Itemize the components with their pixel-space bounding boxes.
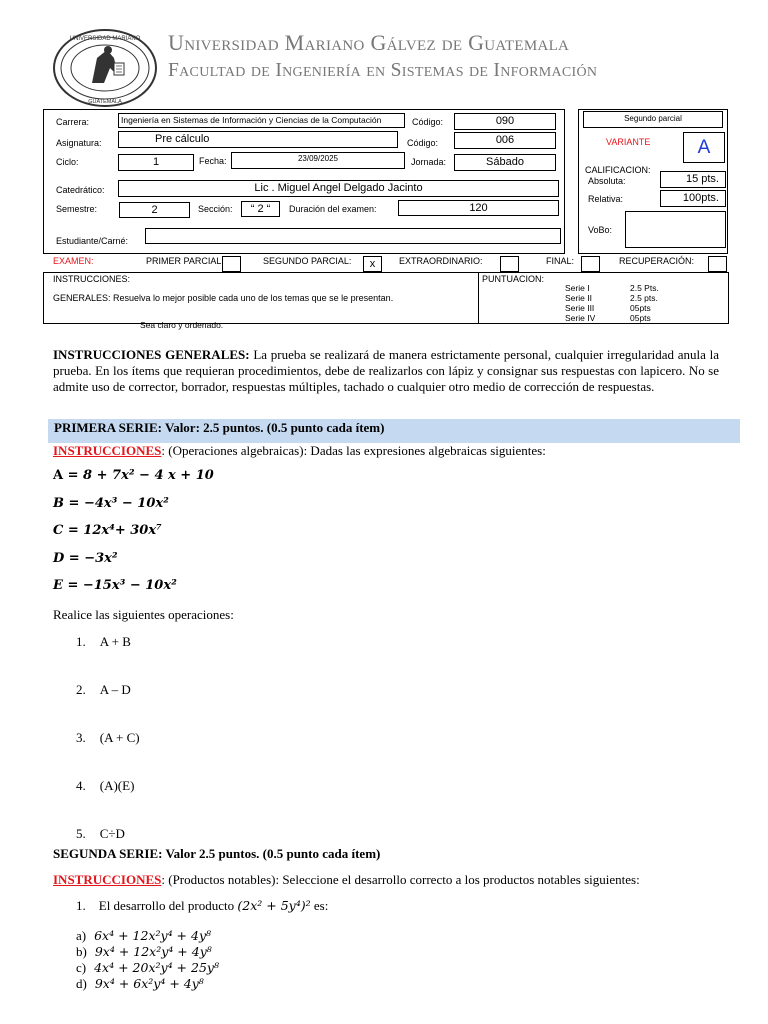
operation-text: (A)(E) <box>99 778 135 793</box>
serie1-instr-label: INSTRUCCIONES <box>53 443 162 458</box>
instructions-sea-claro: Sea claro y ordenado. <box>140 320 224 330</box>
recuperacion-checkbox[interactable] <box>708 256 727 272</box>
relativa-label: Relativa: <box>588 194 624 204</box>
serie2-question-1 <box>76 898 328 914</box>
catedratico-field[interactable]: Lic . Miguel Angel Delgado Jacinto <box>118 180 559 197</box>
university-name: Universidad Mariano Gálvez de Guatemala <box>168 30 570 55</box>
serie1-instr-text: : (Operaciones algebraicas): Dadas las expresiones algebraicas siguientes: <box>161 443 546 458</box>
option-letter: b) <box>76 944 87 959</box>
answer-option[interactable] <box>76 928 211 944</box>
operation-number: 2. <box>76 682 86 697</box>
option-letter: c) <box>76 960 87 975</box>
university-seal-logo <box>52 28 158 108</box>
vobo-field[interactable] <box>625 211 726 248</box>
expression-equation: = −4x³ − 10x² <box>64 495 169 511</box>
operation-number: 5. <box>76 826 86 841</box>
fecha-label: Fecha: <box>199 156 227 166</box>
parcial-title: Segundo parcial <box>583 111 723 128</box>
serie1-instructions <box>53 443 546 459</box>
semestre-field[interactable]: 2 <box>119 202 190 218</box>
instructions-divider <box>478 272 479 324</box>
ciclo-field[interactable]: 1 <box>118 154 194 171</box>
codigo-label-2: Código: <box>407 138 439 148</box>
estudiante-label: Estudiante/Carné: <box>56 236 129 246</box>
option-text: 4x⁴ + 20x²y⁴ + 25y⁸ <box>94 960 219 975</box>
operation-text: C÷D <box>99 826 125 841</box>
serie2-instructions <box>53 872 640 888</box>
relativa-field[interactable]: 100pts. <box>660 190 726 207</box>
realice-text: Realice las siguientes operaciones: <box>53 607 234 622</box>
calificacion-label: CALIFICACION: <box>585 165 651 175</box>
operation-item <box>76 778 134 794</box>
puntuacion-serie-points: 05pts <box>630 303 651 313</box>
segundo-parcial-label: SEGUNDO PARCIAL: <box>263 256 352 266</box>
jornada-field[interactable]: Sábado <box>454 154 556 171</box>
serie2-instr-label: INSTRUCCIONES <box>53 872 162 887</box>
operation-item <box>76 682 131 698</box>
duracion-field[interactable]: 120 <box>398 200 559 216</box>
option-letter: d) <box>76 976 87 991</box>
puntuacion-serie-name: Serie III <box>565 303 595 313</box>
puntuacion-serie-points: 2.5 Pts. <box>630 283 659 293</box>
operation-number: 3. <box>76 730 86 745</box>
q1-tail: es: <box>310 898 329 913</box>
option-text: 9x⁴ + 12x²y⁴ + 4y⁸ <box>94 944 212 959</box>
expression-equation: = −15x³ − 10x² <box>62 578 177 593</box>
carrera-field[interactable]: Ingeniería en Sistemas de Información y Ciencias de la Computación <box>118 113 405 128</box>
seccion-field[interactable]: “ 2 “ <box>241 201 280 217</box>
final-checkbox[interactable] <box>581 256 600 272</box>
faculty-name: Facultad de Ingeniería en Sistemas de Información <box>168 60 598 81</box>
extraordinario-checkbox[interactable] <box>500 256 519 272</box>
expression-c <box>53 522 162 538</box>
variante-label: VARIANTE <box>606 137 651 147</box>
fecha-field[interactable]: 23/09/2025 <box>231 152 405 169</box>
operation-item <box>76 826 125 842</box>
estudiante-field[interactable] <box>145 228 561 244</box>
puntuacion-serie-name: Serie I <box>565 283 590 293</box>
q1-text: El desarrollo del producto <box>98 898 238 913</box>
operation-text: (A + C) <box>99 730 140 745</box>
option-text: 9x⁴ + 6x²y⁴ + 4y⁸ <box>94 976 204 991</box>
answer-option[interactable] <box>76 976 204 992</box>
option-text: 6x⁴ + 12x²y⁴ + 4y⁸ <box>94 928 212 943</box>
general-instructions <box>53 347 719 395</box>
extraordinario-label: EXTRAORDINARIO: <box>399 256 483 266</box>
ciclo-label: Ciclo: <box>56 157 79 167</box>
serie2-instr-text: : (Productos notables): Seleccione el desarrollo correcto a los productos notables siguientes: <box>161 872 640 887</box>
codigo-field-2[interactable]: 006 <box>454 132 556 149</box>
svg-text:UNIVERSIDAD MARIANO: UNIVERSIDAD MARIANO <box>69 36 141 42</box>
expression-name: E <box>53 578 63 593</box>
answer-option[interactable] <box>76 960 219 976</box>
svg-text:GUATEMALA: GUATEMALA <box>88 99 122 105</box>
option-letter: a) <box>76 928 87 943</box>
puntuacion-label: PUNTUACION: <box>482 274 545 284</box>
primer-parcial-checkbox[interactable] <box>222 256 241 272</box>
expression-d <box>53 550 118 566</box>
asignatura-field[interactable]: Pre cálculo <box>118 131 398 148</box>
operation-text: A – D <box>99 682 131 697</box>
semestre-label: Semestre: <box>56 204 98 214</box>
expression-e <box>53 577 177 593</box>
absoluta-field[interactable]: 15 pts. <box>660 171 726 188</box>
catedratico-label: Catedrático: <box>56 185 105 195</box>
expression-name: D <box>53 550 65 566</box>
serie1-banner: PRIMERA SERIE: Valor: 2.5 puntos. (0.5 punto cada ítem) <box>48 419 740 443</box>
puntuacion-serie-points: 05pts <box>630 313 651 323</box>
segundo-parcial-checkbox[interactable]: x <box>363 256 382 272</box>
expression-equation: = −3x² <box>64 550 118 566</box>
examen-label: EXAMEN: <box>53 256 94 266</box>
primer-parcial-label: PRIMER PARCIAL: <box>146 256 224 266</box>
operation-item <box>76 634 131 650</box>
puntuacion-serie-name: Serie II <box>565 293 592 303</box>
instructions-generales: GENERALES: Resuelva lo mejor posible cada uno de los temas que se le presentan. <box>53 293 394 303</box>
q1-expression: (2x² + 5y⁴)² <box>237 898 311 913</box>
absoluta-label: Absoluta: <box>588 176 626 186</box>
operation-number: 4. <box>76 778 86 793</box>
codigo-label-1: Código: <box>412 117 444 127</box>
instructions-title: INSTRUCCIONES: <box>53 274 131 284</box>
q1-number: 1. <box>76 898 86 913</box>
codigo-field-1[interactable]: 090 <box>454 113 556 130</box>
general-instructions-lead: INSTRUCCIONES GENERALES: <box>53 347 250 362</box>
variante-value: A <box>683 132 725 163</box>
puntuacion-serie-name: Serie IV <box>565 313 596 323</box>
expression-equation: = 12x⁴+ 30x⁷ <box>63 523 162 538</box>
operation-text: A + B <box>99 634 131 649</box>
final-label: FINAL: <box>546 256 575 266</box>
seccion-label: Sección: <box>198 204 233 214</box>
recuperacion-label: RECUPERACIÓN: <box>619 256 695 266</box>
expression-name: C <box>53 523 64 538</box>
expression-a <box>53 467 214 483</box>
expression-name: A <box>53 468 64 483</box>
duracion-label: Duración del examen: <box>289 204 377 214</box>
operation-item <box>76 730 140 746</box>
expression-equation: = 8 + 7x² − 4 x + 10 <box>63 468 214 483</box>
asignatura-label: Asignatura: <box>56 138 102 148</box>
expression-name: B <box>53 495 64 511</box>
expression-b <box>53 495 169 511</box>
general-instructions-text: La prueba se realizará de manera estrictamente personal, cualquier irregularidad anula la prueba. En los ítems que requieran procedimientos, debe de realizarlos con lápiz y consignar sus respuestas con lapicero. No se admite uso de corrector, borrador, respuestas múltiples, tachado o cualquier otro medio de corrección de respuestas. <box>53 347 719 394</box>
serie2-title: SEGUNDA SERIE: Valor 2.5 puntos. (0.5 punto cada ítem) <box>53 846 381 861</box>
jornada-label: Jornada: <box>411 157 447 167</box>
puntuacion-serie-points: 2.5 pts. <box>630 293 658 303</box>
vobo-label: VoBo: <box>588 225 613 235</box>
carrera-label: Carrera: <box>56 117 90 127</box>
operation-number: 1. <box>76 634 86 649</box>
answer-option[interactable] <box>76 944 212 960</box>
